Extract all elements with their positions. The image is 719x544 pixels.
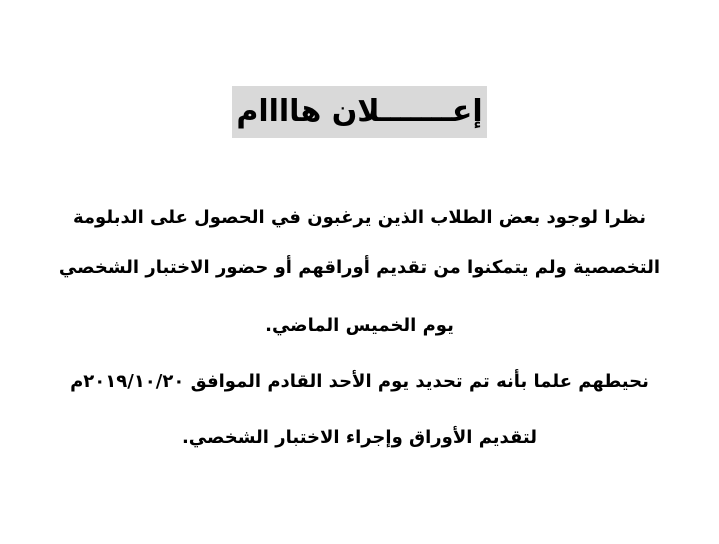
announcement-line-2: التخصصية ولم يتمكنوا من تقديم أوراقهم أو حضور الاختبار الشخصي	[58, 257, 661, 278]
announcement-line-1: نظرا لوجود بعض الطلاب الذين يرغبون في الحصول على الدبلومة	[73, 207, 646, 228]
announcement-title: إعـــــــلان هاااام	[232, 86, 486, 138]
announcement-line-3: يوم الخميس الماضي.	[265, 315, 454, 336]
announcement-line-4: نحيطهم علما بأنه تم تحديد يوم الأحد القادم الموافق ٢٠١٩/١٠/٢٠م	[70, 371, 649, 392]
announcement-line-5: لتقديم الأوراق وإجراء الاختبار الشخصي.	[181, 427, 538, 448]
title-container	[0, 86, 719, 138]
